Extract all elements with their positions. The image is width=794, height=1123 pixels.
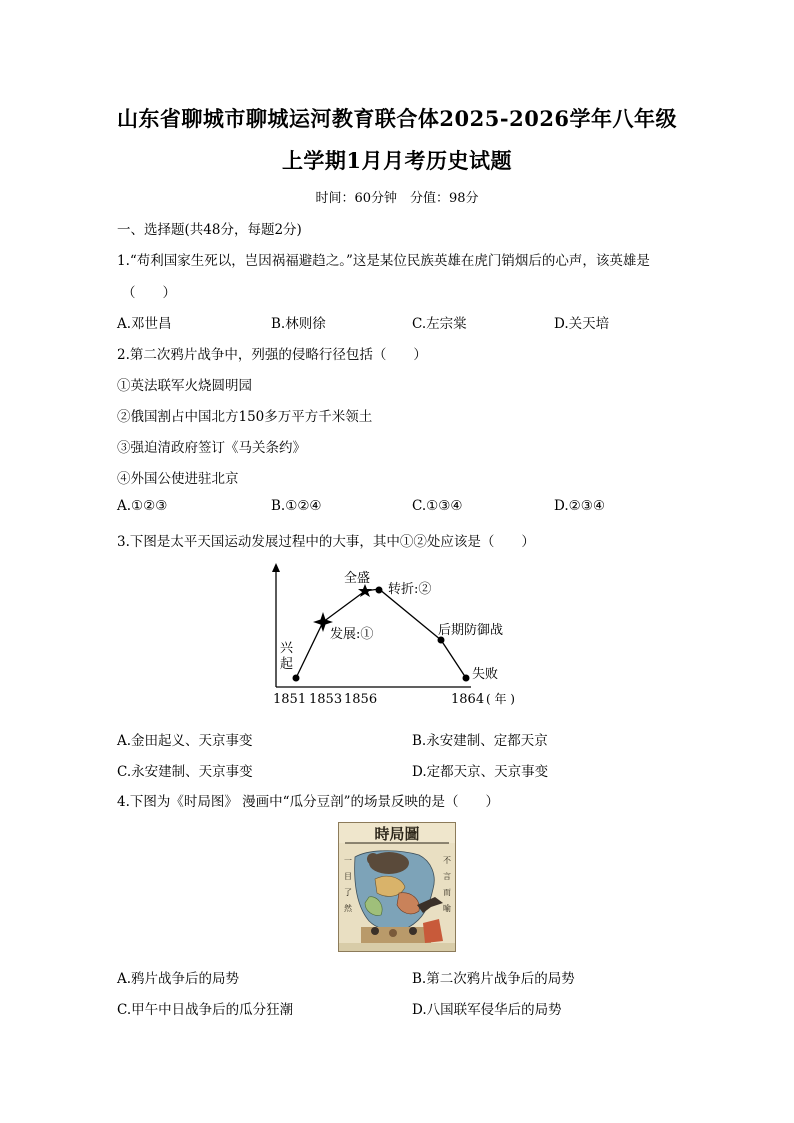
tick-1851: 1851 [273, 692, 307, 707]
q3-option-a: A.金田起义、天京事变 [117, 733, 253, 749]
q3-option-d: D.定都天京、天京事变 [412, 764, 549, 780]
document-title-line1: 山东省聊城市聊城运河教育联合体2025-2026学年八年级 [116, 106, 678, 131]
document-title-line2: 上学期1月月考历史试题 [281, 148, 513, 173]
rise-point [293, 675, 300, 682]
q2-item-1: ①英法联军火烧圆明园 [117, 378, 252, 394]
svg-text:了: 了 [344, 888, 352, 897]
tick-unit: ( 年 ) [486, 692, 515, 706]
q3-option-b: B.永安建制、定都天京 [412, 733, 548, 749]
label-late: 后期防御战 [438, 623, 504, 638]
q2-option-b: B.①②④ [271, 498, 322, 514]
q1-option-a: A.邓世昌 [117, 316, 172, 332]
q4-stem: 4.下图为《时局图》 漫画中“瓜分豆剖”的场景反映的是（ ） [117, 794, 499, 810]
svg-text:不: 不 [443, 856, 451, 865]
q2-option-d: D.②③④ [554, 498, 605, 514]
svg-text:一: 一 [344, 856, 352, 865]
cartoon-title: 時局圖 [374, 825, 420, 843]
q1-option-b: B.林则徐 [271, 316, 326, 332]
q3-stem: 3.下图是太平天国运动发展过程中的大事，其中①②处应该是（ ） [117, 534, 535, 550]
q2-stem: 2.第二次鸦片战争中，列强的侵略行径包括（ ） [117, 347, 427, 363]
section-heading: 一、选择题(共48分，每题2分) [117, 222, 302, 238]
q1-option-c: C.左宗棠 [412, 316, 467, 332]
svg-text:然: 然 [344, 904, 352, 913]
svg-text:喻: 喻 [443, 904, 451, 913]
q1-stem-cont: （ ） [122, 285, 176, 301]
tick-1853: 1853 [309, 692, 343, 707]
turn-point [376, 587, 383, 594]
q4-option-a: A.鸦片战争后的局势 [117, 971, 240, 987]
fail-point [463, 675, 470, 682]
svg-text:目: 目 [344, 872, 352, 881]
label-fail: 失败 [472, 667, 499, 682]
q2-option-a: A.①②③ [117, 498, 168, 514]
tick-1864: 1864 [451, 692, 485, 707]
q4-option-d: D.八国联军侵华后的局势 [412, 1002, 562, 1018]
svg-text:言: 言 [443, 872, 451, 881]
q2-item-3: ③强迫清政府签订《马关条约》 [117, 440, 306, 456]
exam-meta: 时间：60分钟 分值：98分 [315, 191, 479, 206]
y-axis-arrow [272, 563, 280, 572]
q4-option-b: B.第二次鸦片战争后的局势 [412, 971, 575, 987]
label-rise-2: 起 [280, 657, 294, 672]
svg-text:而: 而 [443, 888, 451, 897]
tick-1856: 1856 [344, 692, 378, 707]
taiping-timeline-figure [266, 562, 526, 712]
q2-item-4: ④外国公使进驻北京 [117, 471, 239, 487]
q4-option-c: C.甲午中日战争后的瓜分狂潮 [117, 1002, 294, 1018]
cartoon-illustration [339, 823, 455, 951]
q3-option-c: C.永安建制、天京事变 [117, 764, 253, 780]
shijutu-cartoon-image [338, 822, 456, 952]
label-peak: 全盛 [344, 571, 371, 586]
label-develop: 发展:① [330, 627, 374, 642]
q2-item-2: ②俄国割占中国北方150多万平方千米领土 [117, 409, 373, 425]
q1-option-d: D.关天培 [554, 316, 610, 332]
label-rise-1: 兴 [280, 641, 294, 656]
label-turn: 转折:② [388, 582, 432, 597]
q1-stem: 1.“苟利国家生死以，岂因祸福避趋之。”这是某位民族英雄在虎门销烟后的心声，该英雄是 [117, 253, 650, 269]
q2-option-c: C.①③④ [412, 498, 463, 514]
